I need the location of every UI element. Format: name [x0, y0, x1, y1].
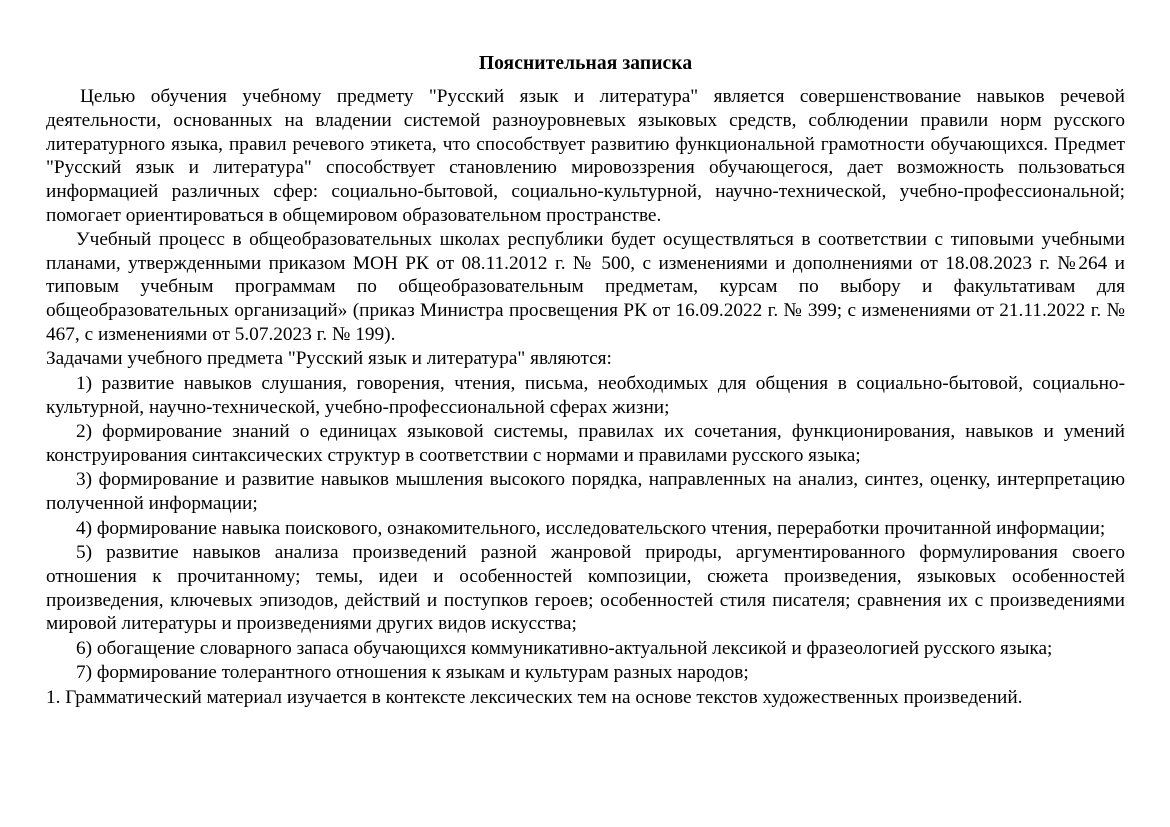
objective-item-4: 4) формирование навыка поискового, ознакомительного, исследовательского чтения, переработки прочитанной информации; — [76, 517, 1106, 539]
objective-item-6: 6) обогащение словарного запаса обучающихся коммуникативно-актуальной лексикой и фразеологией русского языка; — [76, 637, 1053, 659]
paragraph-closing-note: 1. Грамматический материал изучается в контексте лексических тем на основе текстов художественных произведений. — [46, 687, 1023, 708]
paragraph-objectives-intro: Задачами учебного предмета "Русский язык и литература" являются: — [46, 348, 612, 370]
page-title: Пояснительная записка — [478, 53, 693, 74]
objective-item-7: 7) формирование толерантного отношения к языкам и культурам разных народов; — [76, 662, 749, 684]
paragraph-purpose: Целью обучения учебному предмету "Русский язык и литература" является совершенствование навыков речевой деятельности, основанных на владении системой разноуровневых языковых средств, соблюдении правили норм русского литературного языка, правил речевого этикета, что способствует развитию функциональной грамотности обучающихся. Предмет "Русский язык и литература" способствует становлению мировоззрения обучающегося, дает возможность пользоваться информацией различных сфер: социально-бытовой, социально-культурной, научно-технической, учебно-профессиональной; помогает ориентироваться в общемировом образовательном пространстве. — [46, 86, 1130, 226]
objective-item-3: 3) формирование и развитие навыков мышления высокого порядка, направленных на анализ, синтез, оценку, интерпретацию полученной информации; — [46, 469, 1130, 514]
paragraph-legal-basis: Учебный процесс в общеобразовательных школах республики будет осуществляться в соответствии с типовыми учебными планами, утвержденными приказом МОН РК от 08.11.2012 г. № 500, с изменениями и дополнениями от 18.08.2023 г. №264 и типовым учебным программам по общеобразовательным предметам, курсам по выбору и факультативам для общеобразовательных организаций» (приказ Министра просвещения РК от 16.09.2022 г. № 399; с изменениями от 21.11.2022 г. № 467, с изменениями от 5.07.2023 г. № 199). — [46, 229, 1130, 345]
objective-item-1: 1) развитие навыков слушания, говорения, чтения, письма, необходимых для общения в социально-бытовой, социально-культурной, научно-технической, учебно-профессиональной сферах жизни; — [46, 372, 1125, 418]
objective-item-2: 2) формирование знаний о единицах языковой системы, правилах их сочетания, функционирования, навыков и умений конструирования синтаксических структур в соответствии с нормами и правилами русского языка; — [46, 421, 1130, 466]
objective-item-5: 5) развитие навыков анализа произведений разной жанровой природы, аргументированного формулирования своего отношения к прочитанному; темы, идеи и особенностей композиции, сюжета произведения, языковых особенностей произведения, ключевых эпизодов, действий и поступков героев; особенностей стиля писателя; сравнения их с произведениями мировой литературы и произведениями других видов искусства; — [46, 542, 1130, 635]
